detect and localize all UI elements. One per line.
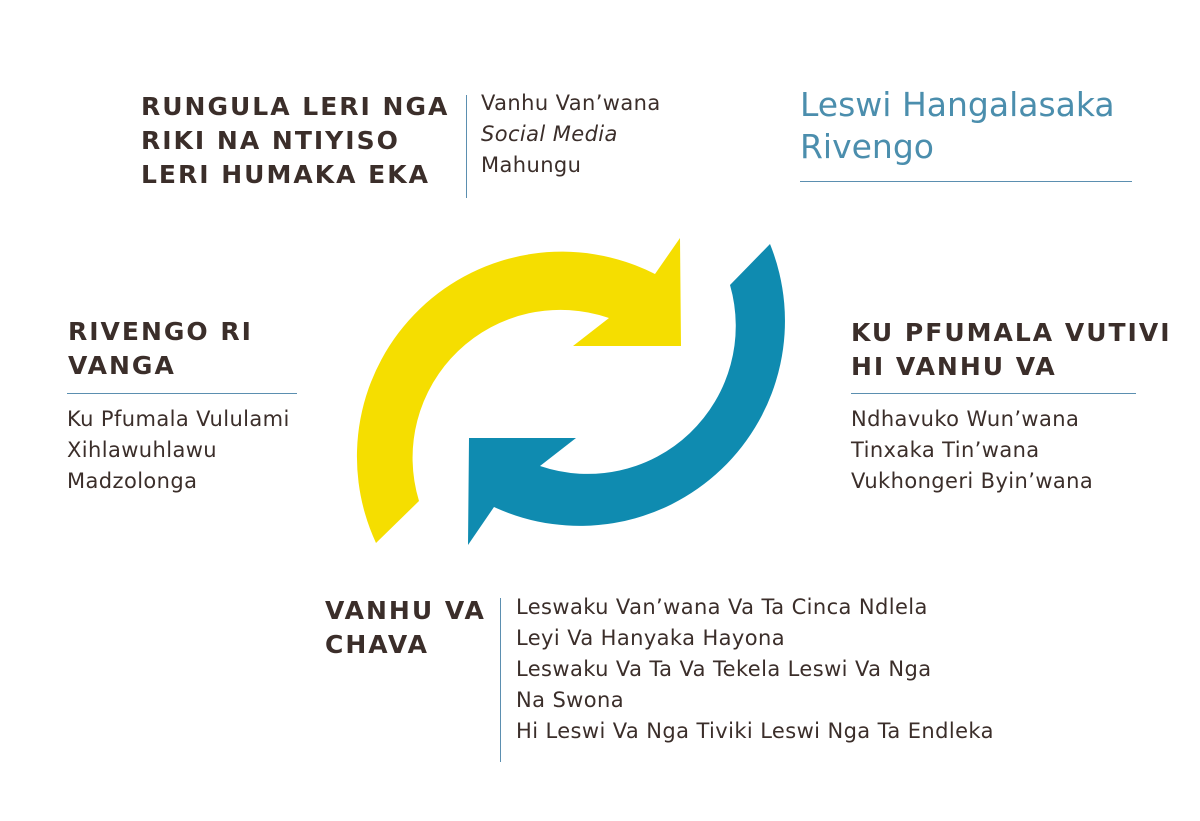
top-heading-line-3: LERI HUMAKA EKA (141, 160, 430, 189)
list-item: Tinxaka Tin’wana (851, 438, 1040, 462)
right-heading-line-2: HI VANHU VA (851, 352, 1057, 381)
list-item: Leswaku Va Ta Va Tekela Leswi Va Nga (516, 657, 932, 681)
right-heading-line-1: KU PFUMALA VUTIVI (851, 318, 1172, 347)
list-item: Ndhavuko Wun’wana (851, 407, 1080, 431)
list-item: Hi Leswi Va Nga Tiviki Leswi Nga Ta Endleka (516, 719, 994, 743)
bottom-heading-line-1: VANHU VA (325, 596, 486, 625)
list-item: Vanhu Van’wana (481, 91, 661, 115)
list-item: Vukhongeri Byin’wana (851, 469, 1094, 493)
list-item: Madzolonga (67, 469, 198, 493)
left-heading-line-2: VANGA (68, 351, 176, 380)
top-heading-line-1: RUNGULA LERI NGA (141, 92, 450, 121)
list-item: Social Media (481, 122, 618, 146)
list-item: Mahungu (481, 153, 582, 177)
list-item: Xihlawuhlawu (67, 438, 218, 462)
list-item: Ku Pfumala Vululami (67, 407, 290, 431)
bottom-heading-line-2: CHAVA (325, 630, 429, 659)
top-heading-line-2: RIKI NA NTIYISO (141, 126, 400, 155)
title-line-2: Rivengo (800, 127, 934, 166)
list-item: Leyi Va Hanyaka Hayona (516, 626, 785, 650)
title-line-1: Leswi Hangalasaka (800, 85, 1115, 124)
left-heading-line-1: RIVENGO RI (68, 317, 253, 346)
list-item: Na Swona (516, 688, 624, 712)
list-item: Leswaku Van’wana Va Ta Cinca Ndlela (516, 595, 928, 619)
